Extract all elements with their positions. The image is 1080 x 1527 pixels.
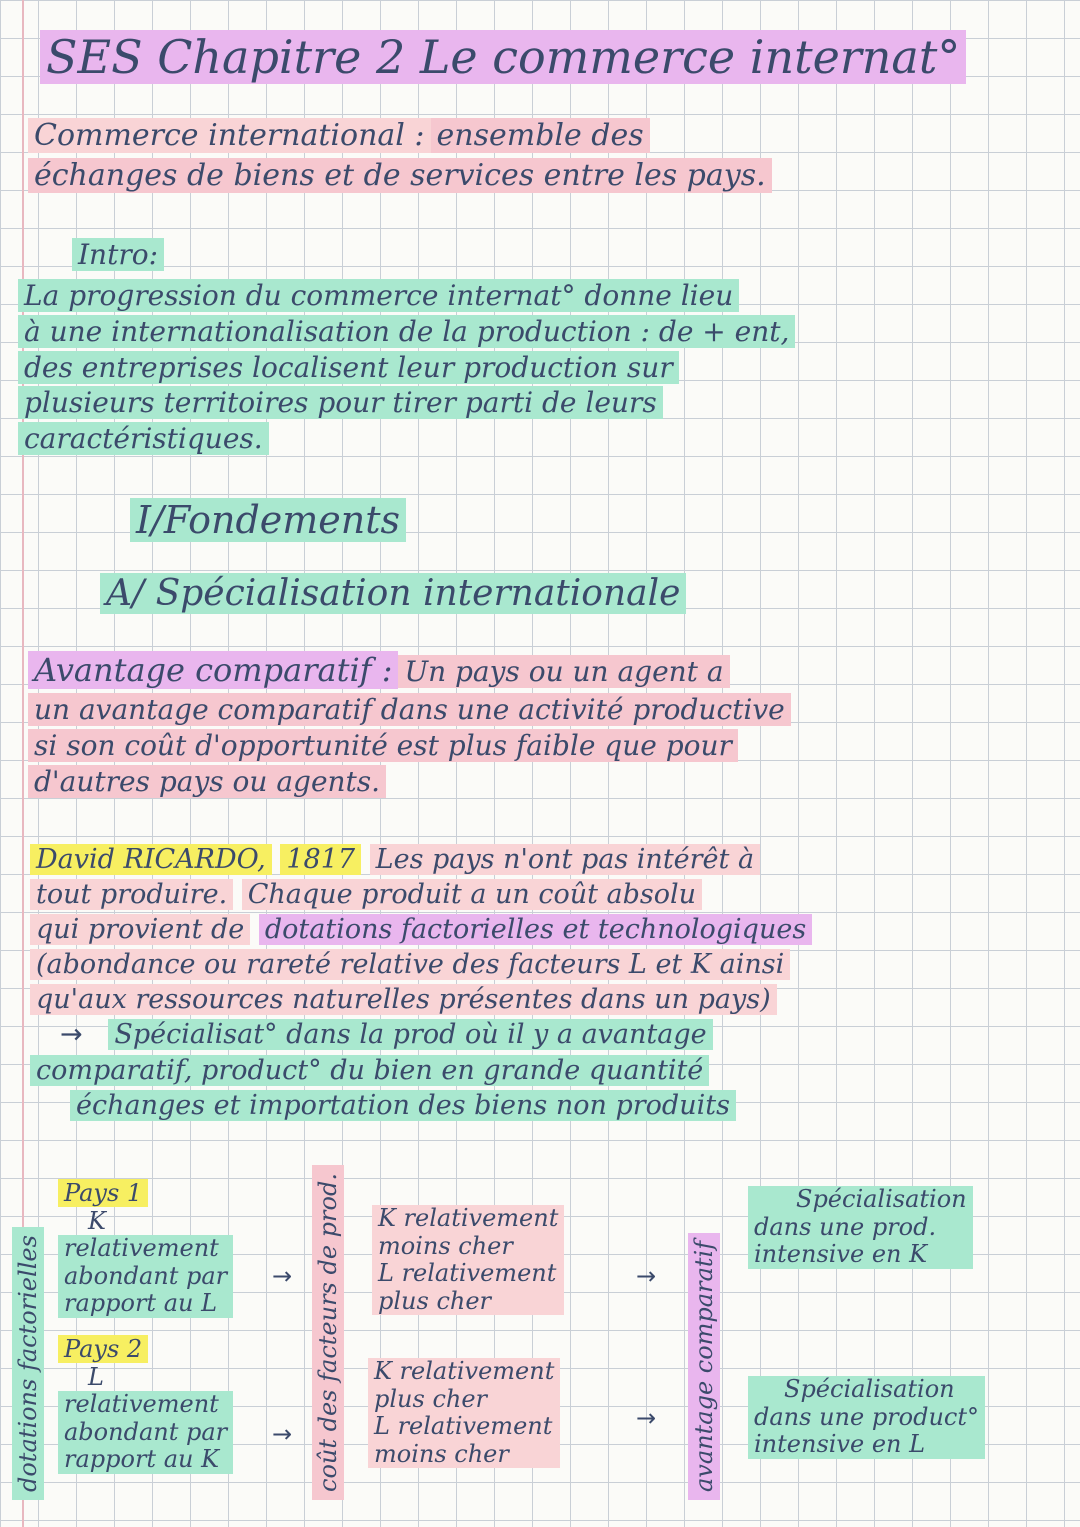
definition-term: Commerce international : [28,118,431,153]
avantage-line-text: un avantage comparatif dans une activité productive [28,693,791,726]
avantage-vertical-label [688,1233,720,1500]
ricardo-line-5 [30,982,812,1017]
cout-vertical-text: coût des facteurs de prod. [314,1173,342,1492]
avantage-line-1 [28,650,791,692]
section-a-heading [100,572,686,615]
definition-block [28,118,772,194]
avantage-line [28,728,791,764]
pays2-spec: intensive en L [748,1431,985,1459]
pays2-spec: Spécialisation [748,1376,985,1404]
section-a-text: A/ Spécialisation internationale [100,573,686,614]
ricardo-line-4 [30,947,812,982]
avantage-line-text: d'autres pays ou agents. [28,765,386,798]
pays1-spec-block [748,1186,973,1269]
pays1-cost: K relativement [372,1205,564,1233]
intro-line [18,278,795,314]
pays1-cost: L relativement [372,1260,564,1288]
intro-paragraph [18,278,795,457]
pays2-desc: relativement [58,1391,233,1419]
pays2-label [58,1336,233,1364]
pays1-spec: intensive en K [748,1241,973,1269]
pays1-factor: K [88,1206,106,1235]
ricardo-text-4: (abondance ou rareté relative des facteurs L et K ainsi [30,949,790,980]
ricardo-spec-2: comparatif, product° du bien en grande quantité [30,1055,709,1086]
definition-line-2 [28,158,772,194]
section-i-text: I/Fondements [130,498,406,542]
pays1-desc: rapport au L [58,1290,233,1318]
arrow-icon: → [272,1420,293,1448]
ricardo-dotations: dotations factorielles et technologiques [259,914,812,945]
pays1-spec: dans une prod. [748,1214,973,1242]
pays1-cost-block [372,1205,564,1315]
pays2-cost: moins cher [368,1441,560,1469]
pays2-desc: rapport au K [58,1446,233,1474]
pays2-cost: plus cher [368,1386,560,1414]
definition-line-1 [28,118,772,154]
arrow-icon: → [636,1262,657,1290]
pays2-spec: dans une product° [748,1404,985,1432]
avantage-line-text: si son coût d'opportunité est plus faible que pour [28,729,738,762]
pays1-desc: relativement [58,1235,233,1263]
ricardo-block [30,842,812,1123]
ricardo-line-7 [30,1053,812,1088]
avantage-line [28,764,791,800]
ricardo-line-3 [30,912,812,947]
pays2-factor: L [88,1362,104,1391]
pays2-spec-block [748,1376,985,1459]
ricardo-text-5: qu'aux ressources naturelles présentes dans un pays) [30,984,777,1015]
pays1-cost: moins cher [372,1233,564,1261]
title-text: SES Chapitre 2 Le commerce internat° [40,30,966,84]
dotations-vertical-label [12,1227,44,1500]
arrow-icon: → [272,1262,293,1290]
pays2-cost: K relativement [368,1358,560,1386]
dotations-vertical-text: dotations factorielles [14,1235,42,1492]
pays2-desc: abondant par [58,1419,233,1447]
ricardo-text-1: Les pays n'ont pas intérêt à [370,844,760,875]
definition-text-1: ensemble des [431,118,650,153]
intro-line [18,350,795,386]
intro-line-text: plusieurs territoires pour tirer parti de leurs [18,386,663,419]
ricardo-line-8 [30,1088,812,1123]
pays2-cost-block [368,1358,560,1468]
intro-line-text: des entreprises localisent leur production sur [18,351,679,384]
ricardo-line-1 [30,842,812,877]
intro-line-text: à une internationalisation de la production : de + ent, [18,315,795,348]
avantage-line [28,692,791,728]
avantage-term: Avantage comparatif : [28,651,398,689]
ricardo-text-2a: tout produire. [30,879,233,910]
pays1-cost: plus cher [372,1288,564,1316]
ricardo-line-2 [30,877,812,912]
pays1-desc: abondant par [58,1263,233,1291]
section-i-heading [130,498,406,544]
intro-line-text: La progression du commerce internat° donne lieu [18,279,739,312]
intro-line-text: caractéristiques. [18,422,269,455]
ricardo-text-3a: qui provient de [30,914,250,945]
intro-line [18,314,795,350]
ricardo-line-6 [30,1017,812,1052]
avantage-block [28,650,791,801]
pays1-spec: Spécialisation [748,1186,973,1214]
ricardo-text-2b: Chaque produit a un coût absolu [242,879,702,910]
pays1-block [58,1180,233,1318]
intro-label [72,238,164,272]
ricardo-spec-3: échanges et importation des biens non produits [70,1090,736,1121]
pays2-label-text: Pays 2 [58,1335,148,1363]
intro-line [18,385,795,421]
pays1-label [58,1180,233,1208]
pays2-cost: L relativement [368,1413,560,1441]
intro-line [18,421,795,457]
pays1-label-text: Pays 1 [58,1179,148,1207]
page-title [40,30,966,85]
cout-vertical-label [312,1165,344,1500]
arrow-icon: → [60,1019,83,1051]
intro-label-text: Intro: [72,238,164,271]
arrow-icon: → [636,1404,657,1432]
pays2-block [58,1336,233,1474]
avantage-text: Un pays ou un agent a [398,655,729,688]
ricardo-spec-1: Spécialisat° dans la prod où il y a avantage [108,1019,712,1050]
ricardo-year: 1817 [280,844,361,875]
avantage-vertical-text: avantage comparatif [690,1240,718,1492]
definition-text-2: échanges de biens et de services entre les pays. [28,158,772,193]
ricardo-name: David RICARDO, [30,844,272,875]
